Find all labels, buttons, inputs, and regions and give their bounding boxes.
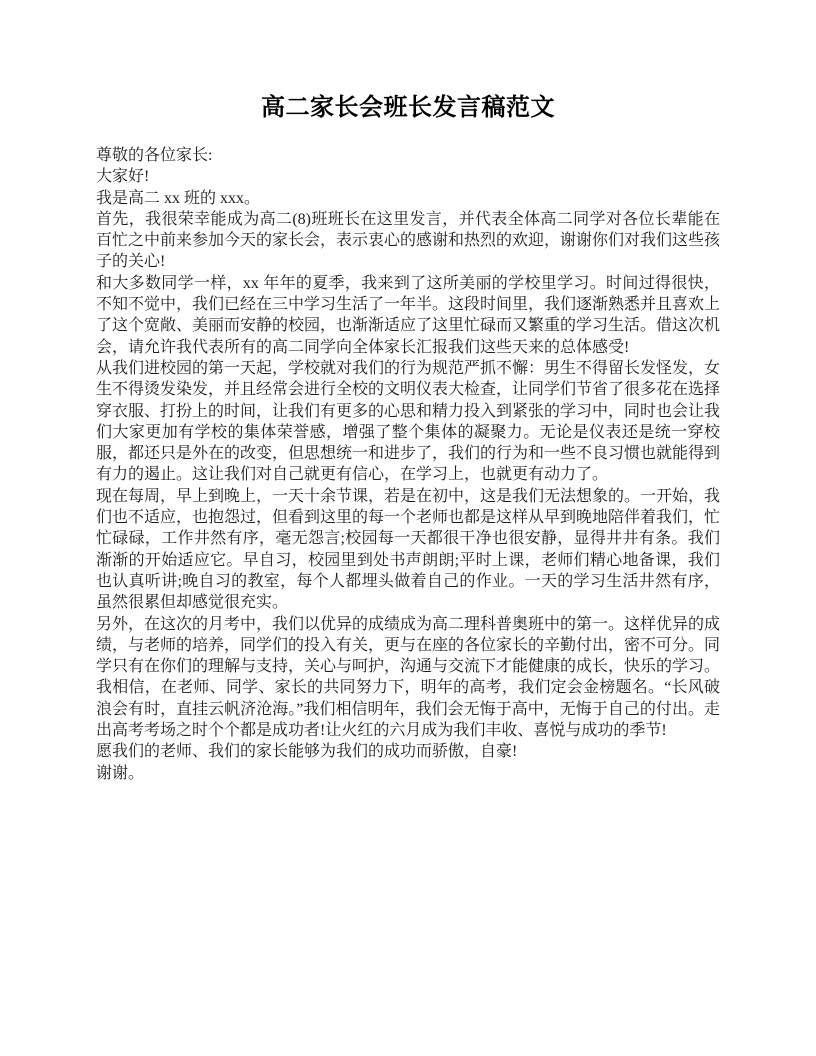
paragraph-daily-study: 现在每周，早上到晚上，一天十余节课，若是在初中，这是我们无法想象的。一开始，我们也不适应，也抱怨过，但看到这里的每一个老师也都是这样从早到晚地陪伴着我们，忙忙碌碌，工作井然有序，毫无怨言;校园每一天都很干净也很安静，显得井井有条。我们渐渐的开始适应它。早自习，校园里到处书声朗朗;平时上课，老师们精心地备课，我们也认真听讲;晚自习的教室，每个人都埋头做着自己的作业。一天的学习生活井然有序，虽然很累但却感觉很充实。 (96, 487, 721, 612)
paragraph-aspiration: 我相信，在老师、同学、家长的共同努力下，明年的高考，我们定会金榜题名。“长风破浪会有时，直挂云帆济沧海。”我们相信明年，我们会无悔于高中，无悔于自己的付出。走出高考考场之时个个都是成功者!让火红的六月成为我们丰收、喜悦与成功的季节! (96, 679, 720, 740)
paragraph-school-life: 和大多数同学一样，xx 年年的夏季，我来到了这所美丽的学校里学习。时间过得很快，不知不觉中，我们已经在三中学习生活了一年半。这段时间里，我们逐渐熟悉并且喜欢上了这个宽敞、美丽而安静的校园，也渐渐适应了这里忙碌而又繁重的学习生活。借这次机会，请允许我代表所有的高二同学向全体家长汇报我们这些天来的总体感受! (96, 274, 721, 356)
document-body (96, 145, 720, 784)
paragraph-wish: 愿我们的老师、我们的家长能够为我们的成功而骄傲，自豪! (96, 743, 518, 761)
paragraph-thanks: 谢谢。 (96, 764, 145, 782)
paragraph-welcome: 首先，我很荣幸能成为高二(8)班班长在这里发言，并代表全体高二同学对各位长辈能在百忙之中前来参加今天的家长会，表示衷心的感谢和热烈的欢迎，谢谢你们对我们这些孩子的关心! (96, 210, 721, 271)
paragraph-salutation: 尊敬的各位家长: (96, 147, 213, 164)
paragraph-introduction: 我是高二 xx 班的 xxx。 (96, 189, 261, 207)
document-title: 高二家长会班长发言稿范文 (261, 95, 555, 121)
paragraph-greeting: 大家好! (96, 168, 150, 186)
paragraph-discipline: 从我们进校园的第一天起，学校就对我们的行为规范严抓不懈：男生不得留长发怪发，女生不得烫发染发，并且经常会进行全校的文明仪表大检查，让同学们节省了很多花在选择穿衣服、打扮上的时间，让我们有更多的心思和精力投入到紧张的学习中，同时也会让我们大家更加有学校的集体荣誉感，增强了整个集体的凝聚力。无论是仪表还是统一穿校服，都还只是外在的改变，但思想统一和进步了，我们的行为和一些不良习惯也就能得到有力的遏止。这让我们对自己就更有信心，在学习上，也就更有动力了。 (96, 359, 721, 484)
paragraph-exam-results: 另外，在这次的月考中，我们以优异的成绩成为高二理科普奥班中的第一。这样优异的成绩，与老师的培养，同学们的投入有关，更与在座的各位家长的辛勤付出，密不可分。同学只有在你们的理解与支持，关心与呵护，沟通与交流下才能健康的成长，快乐的学习。 (96, 615, 721, 676)
